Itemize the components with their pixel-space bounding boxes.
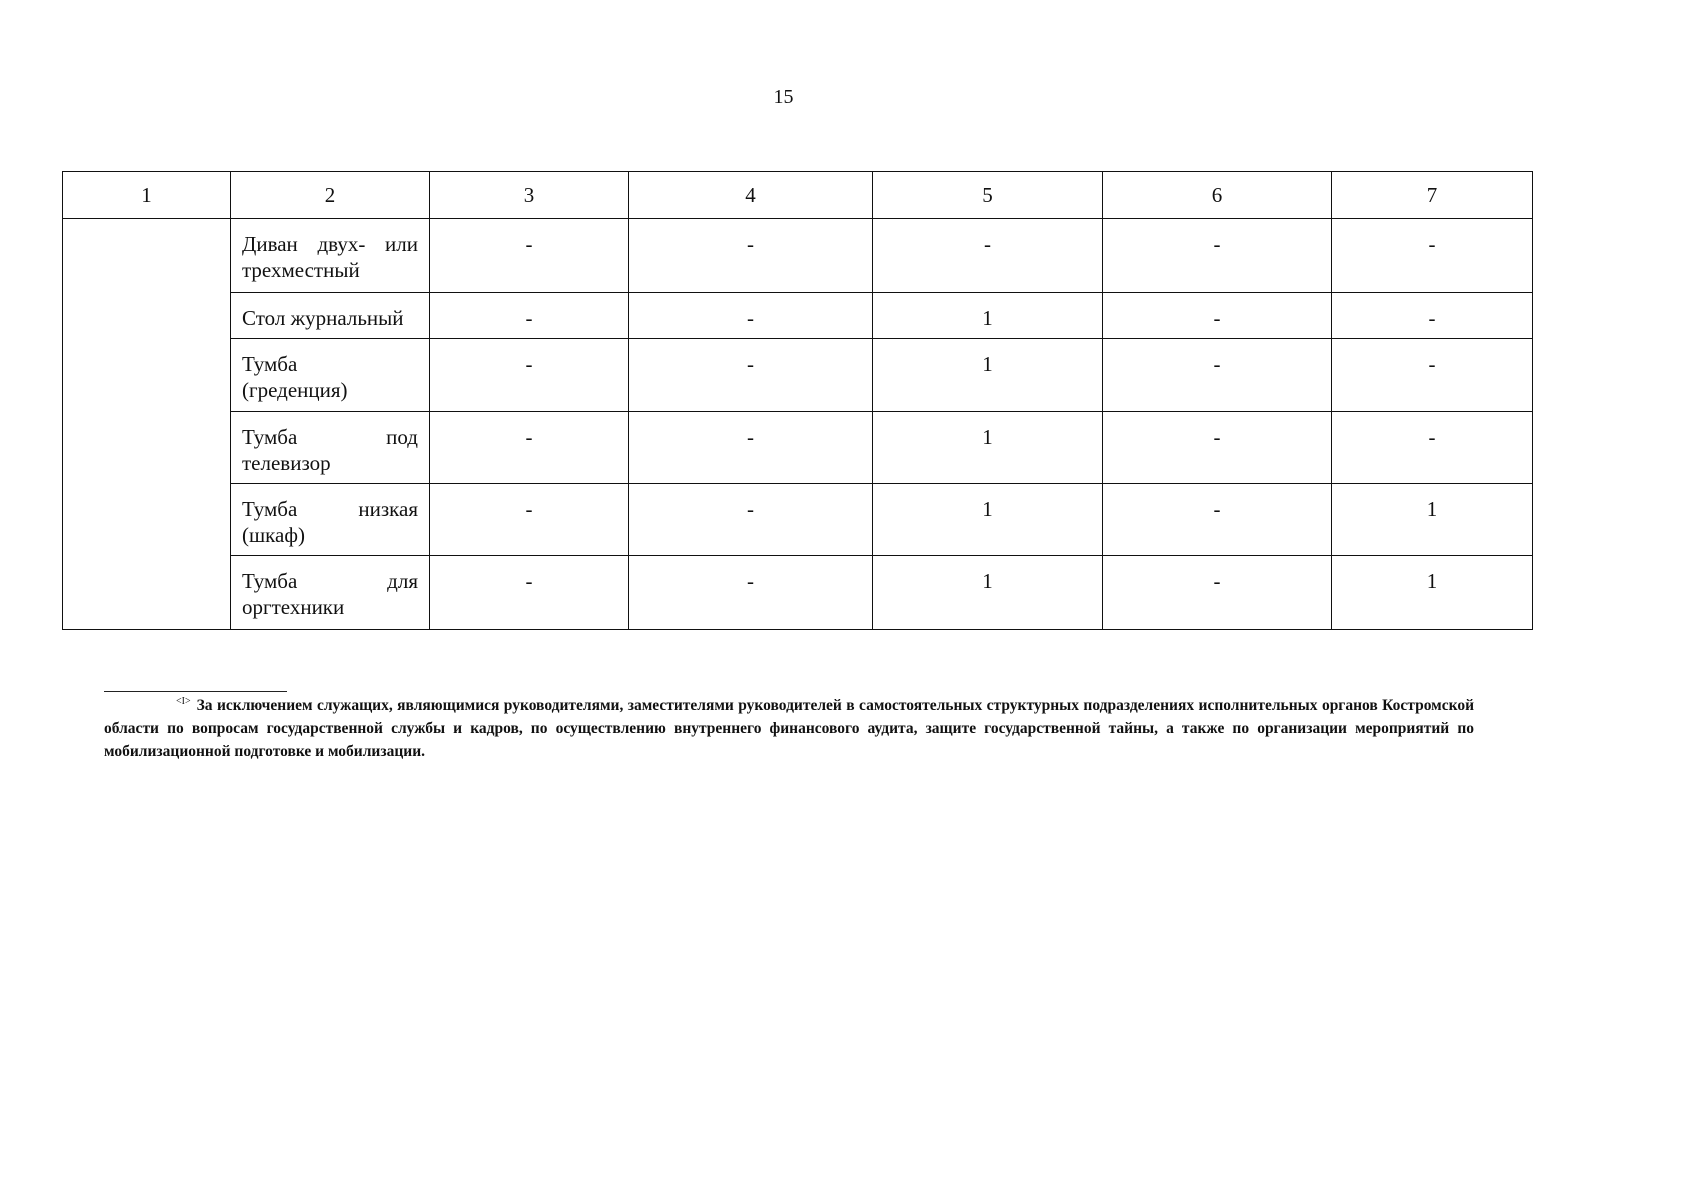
table-row	[63, 484, 1533, 556]
column-header: 2	[231, 172, 430, 219]
item-name-cell	[231, 339, 430, 412]
item-name-cell	[231, 293, 430, 339]
value-cell: -	[629, 219, 873, 293]
item-name-line: Стол журнальный	[242, 306, 404, 330]
item-name-line: телевизор	[242, 451, 331, 475]
item-name-line: Тумба низкая	[242, 497, 418, 521]
value-cell: -	[1103, 293, 1332, 339]
item-name-line: Диван двух- или	[242, 232, 418, 256]
category-cell	[63, 219, 231, 630]
value-cell: -	[629, 556, 873, 630]
value-cell: -	[1332, 339, 1533, 412]
equipment-table	[62, 171, 1533, 630]
value-cell: -	[1103, 484, 1332, 556]
footnote-text: За исключением служащих, являющимися руководителями, заместителями руководителей в самостоятельных структурных подразделениях исполнительных органов Костромской области по вопросам государственной службы и кадров, по осуществлению внутреннего финансового аудита, защите государственной тайны, а также по организации мероприятий по мобилизационной подготовке и мобилизации.	[104, 697, 1474, 761]
column-header: 3	[430, 172, 629, 219]
value-cell: -	[629, 293, 873, 339]
value-cell: -	[1103, 412, 1332, 484]
item-name-line: Тумба	[242, 352, 298, 376]
value-cell: -	[1332, 412, 1533, 484]
value-cell: -	[1103, 556, 1332, 630]
item-name-line: Тумба для	[242, 569, 418, 593]
value-cell: -	[430, 484, 629, 556]
item-name-line: (шкаф)	[242, 523, 305, 547]
table-row	[63, 412, 1533, 484]
header-row	[63, 172, 1533, 219]
value-cell: 1	[873, 484, 1103, 556]
footnote-marker: <I>	[176, 696, 191, 707]
value-cell: 1	[1332, 484, 1533, 556]
value-cell: 1	[873, 556, 1103, 630]
value-cell: -	[629, 484, 873, 556]
value-cell: 1	[873, 293, 1103, 339]
item-name-cell	[231, 219, 430, 293]
value-cell: -	[873, 219, 1103, 293]
page-number: 15	[773, 86, 794, 108]
table-row	[63, 293, 1533, 339]
value-cell: -	[430, 556, 629, 630]
item-name-cell	[231, 556, 430, 630]
column-header: 7	[1332, 172, 1533, 219]
value-cell: -	[629, 412, 873, 484]
value-cell: -	[629, 339, 873, 412]
column-header: 6	[1103, 172, 1332, 219]
value-cell: -	[430, 293, 629, 339]
column-header: 1	[63, 172, 231, 219]
item-name-cell	[231, 484, 430, 556]
value-cell: -	[1103, 219, 1332, 293]
column-header: 5	[873, 172, 1103, 219]
column-header: 4	[629, 172, 873, 219]
item-name-line: (греденция)	[242, 378, 348, 402]
value-cell: -	[430, 339, 629, 412]
value-cell: 1	[873, 339, 1103, 412]
table-row	[63, 556, 1533, 630]
value-cell: 1	[873, 412, 1103, 484]
value-cell: -	[1103, 339, 1332, 412]
value-cell: -	[1332, 219, 1533, 293]
item-name-line: оргтехники	[242, 595, 345, 619]
value-cell: -	[430, 219, 629, 293]
value-cell: -	[430, 412, 629, 484]
value-cell: 1	[1332, 556, 1533, 630]
table-row	[63, 339, 1533, 412]
value-cell: -	[1332, 293, 1533, 339]
item-name-line: трехместный	[242, 258, 360, 282]
item-name-line: Тумба под	[242, 425, 418, 449]
footnote	[104, 690, 1474, 763]
table-row	[63, 219, 1533, 293]
item-name-cell	[231, 412, 430, 484]
